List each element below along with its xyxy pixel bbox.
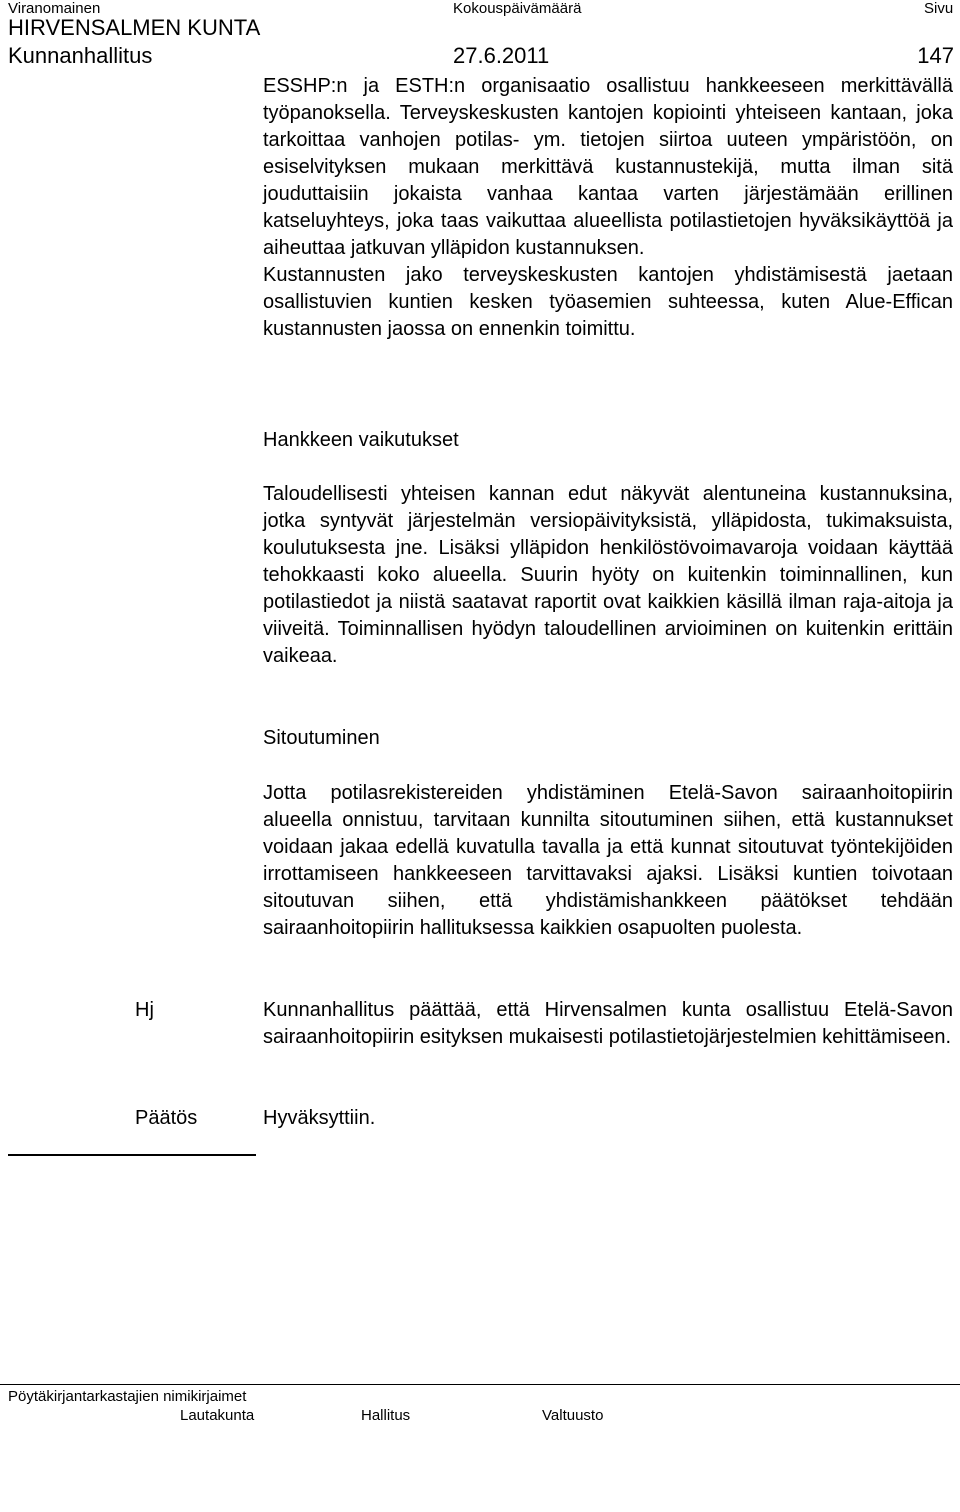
footer-council-label: Valtuusto <box>542 1407 604 1424</box>
paragraph-organisation-text: ESSHP:n ja ESTH:n organisaatio osallistuu hankkeeseen merkittävällä työpanoksella. Terveyskeskusten kantojen kopiointi yhteiseen kantaan, joka tarkoittaa vanhojen potilas- ym. tietojen siirtoa uuteen ympäristöön, on esiselvityksen mukaan merkittävä kustannustekijä, mutta ilman sitä jouduttaisiin jokaista vanhaa kantaa varten järjestämään erillinen katseluyhteys, joka taas vaikuttaa alueellista potilastietojen hyväksikäyttöä ja aiheuttaa jatkuvan ylläpidon kustannuksen. <box>263 75 953 259</box>
proposal-paragraph <box>263 997 953 1051</box>
footer-government-label: Hallitus <box>361 1407 411 1424</box>
decision-text: Hyväksyttiin. <box>263 1107 376 1129</box>
footer-board-label: Lautakunta <box>180 1407 255 1424</box>
proposal-label: Hj <box>135 999 154 1021</box>
proposal-text: Kunnanhallitus päättää, että Hirvensalmen kunta osallistuu Etelä-Savon sairaanhoitopiirin esityksen mukaisesti potilastietojärjestelmien kehittämiseen. <box>263 999 953 1048</box>
footer-divider <box>0 1384 960 1385</box>
header-meeting-date-label: Kokouspäivämäärä <box>453 0 582 17</box>
header-authority-label: Viranomainen <box>8 0 101 17</box>
body-paragraph-commitment <box>263 780 953 942</box>
body-paragraph-effects <box>263 481 953 670</box>
heading-commitment: Sitoutuminen <box>263 727 380 749</box>
header-meeting-date: 27.6.2011 <box>453 43 550 68</box>
footer-signatures-label: Pöytäkirjantarkastajien nimikirjaimet <box>8 1388 247 1405</box>
paragraph-cost-split-text: Kustannusten jako terveyskeskusten kantojen yhdistämisestä jaetaan osallistuvien kuntien kesken työasemien suhteessa, kuten Alue-Effican kustannusten jaossa on ennenkin toimittu. <box>263 264 953 340</box>
header-body-name: Kunnanhallitus <box>8 43 153 68</box>
decision-label: Päätös <box>135 1107 198 1129</box>
header-organization: HIRVENSALMEN KUNTA <box>8 15 261 40</box>
body-paragraph-1 <box>263 73 953 343</box>
heading-effects: Hankkeen vaikutukset <box>263 429 459 451</box>
paragraph-effects-text: Taloudellisesti yhteisen kannan edut näkyvät alentuneina kustannuksina, jotka syntyvät järjestelmän versiopäivityksistä, ylläpidosta, tukimaksuista, koulutuksesta jne. Lisäksi ylläpidon henkilöstövoimavaroja voidaan käyttää tehokkaasti koko alueella. Suurin hyöty on kuitenkin toiminnallinen, kun potilastiedot ja niistä saatavat raportit ovat kaikkien käsillä ilman raja-aitoja ja viiveitä. Toiminnallisen hyödyn taloudellinen arvioiminen on kuitenkin erittäin vaikeaa. <box>263 483 953 667</box>
paragraph-commitment-text: Jotta potilasrekistereiden yhdistäminen Etelä-Savon sairaanhoitopiirin alueella onnistuu, tarvitaan kunnilta sitoutuminen siihen, että kustannukset voidaan jakaa edellä kuvatulla tavalla ja että kunnat sitoutuvat työntekijöiden irrottamiseen hankkeeseen tarvittavaksi ajaksi. Lisäksi kuntien toivotaan sitoutuvan siihen, että yhdistämishankkeen päätökset tehdään sairaanhoitopiirin hallituksessa kaikkien osapuolten puolesta. <box>263 782 953 939</box>
header-page-number: 147 <box>917 43 954 68</box>
section-divider <box>8 1154 256 1156</box>
header-page-label: Sivu <box>924 0 954 17</box>
